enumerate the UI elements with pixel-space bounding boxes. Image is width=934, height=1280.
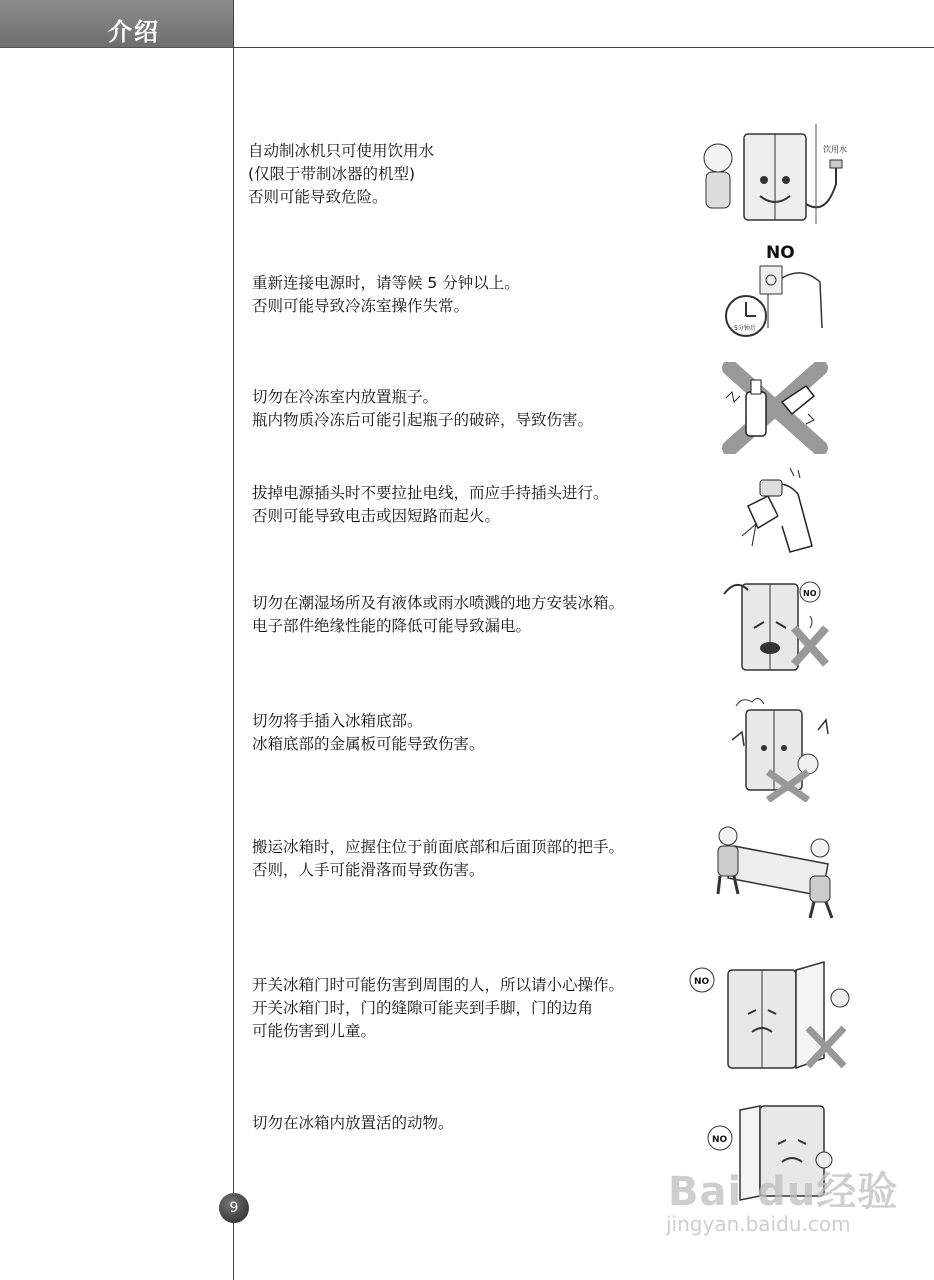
safety-line: 重新连接电源时，请等候 5 分钟以上。 bbox=[252, 274, 520, 292]
safety-line: 冰箱底部的金属板可能导致伤害。 bbox=[252, 735, 485, 753]
safety-text bbox=[252, 592, 682, 638]
safety-text bbox=[252, 386, 682, 432]
safety-line: 可能伤害到儿童。 bbox=[252, 1022, 377, 1040]
safety-text bbox=[252, 974, 682, 1043]
safety-text bbox=[252, 482, 682, 528]
no-label: NO bbox=[803, 589, 817, 598]
safety-line: 否则，人手可能滑落而导致伤害。 bbox=[252, 861, 485, 879]
safety-line: 否则可能导致冷冻室操作失常。 bbox=[252, 297, 470, 315]
fridge-door-child-icon bbox=[684, 958, 852, 1076]
safety-text bbox=[252, 836, 682, 882]
crossed-bottles-icon bbox=[722, 362, 828, 454]
safety-text bbox=[248, 140, 678, 209]
header-divider bbox=[234, 47, 934, 48]
hand-pulling-plug-icon bbox=[738, 466, 824, 558]
safety-line: 切勿在冷冻室内放置瓶子。 bbox=[252, 388, 439, 406]
clock-plug-no-icon bbox=[720, 238, 830, 350]
watermark-logo: Bai du经验 bbox=[668, 1169, 899, 1215]
child-with-fridge-faucet-icon bbox=[698, 124, 868, 224]
safety-line: 电子部件绝缘性能的降低可能导致漏电。 bbox=[252, 617, 532, 635]
page-title: 介绍 bbox=[108, 18, 160, 46]
watermark-url: jingyan.baidu.com bbox=[666, 1212, 851, 1236]
safety-line: 开关冰箱门时可能伤害到周围的人，所以请小心操作。 bbox=[252, 976, 625, 994]
safety-line: 开关冰箱门时，门的缝隙可能夹到手脚，门的边角 bbox=[252, 999, 594, 1017]
safety-line: (仅限于带制冰器的机型) bbox=[248, 165, 416, 183]
header-tab bbox=[0, 0, 234, 48]
page-number: 9 bbox=[219, 1193, 249, 1223]
no-label: NO bbox=[712, 1135, 728, 1145]
safety-text bbox=[252, 710, 682, 756]
five-minutes-label: 5分钟后 bbox=[734, 325, 756, 332]
safety-line: 否则可能导致危险。 bbox=[248, 188, 388, 206]
fridge-hand-under-icon bbox=[728, 694, 834, 802]
no-label: NO bbox=[766, 243, 795, 263]
safety-text bbox=[252, 1112, 682, 1135]
side-divider bbox=[233, 0, 234, 1280]
safety-line: 切勿在冰箱内放置活的动物。 bbox=[252, 1114, 454, 1132]
safety-line: 切勿将手插入冰箱底部。 bbox=[252, 712, 423, 730]
safety-line: 否则可能导致电击或因短路而起火。 bbox=[252, 507, 501, 525]
no-label: NO bbox=[694, 977, 710, 987]
safety-line: 自动制冰机只可使用饮用水 bbox=[248, 142, 435, 160]
fridge-water-spray-icon bbox=[718, 572, 838, 674]
safety-line: 切勿在潮湿场所及有液体或雨水喷溅的地方安装冰箱。 bbox=[252, 594, 625, 612]
two-people-carrying-fridge-icon bbox=[706, 824, 844, 924]
safety-text bbox=[252, 272, 682, 318]
drinking-water-label: 饮用水 bbox=[823, 145, 847, 154]
safety-line: 拔掉电源插头时不要拉扯电线，而应手持插头进行。 bbox=[252, 484, 609, 502]
safety-line: 搬运冰箱时，应握住位于前面底部和后面顶部的把手。 bbox=[252, 838, 625, 856]
safety-line: 瓶内物质冷冻后可能引起瓶子的破碎，导致伤害。 bbox=[252, 411, 594, 429]
